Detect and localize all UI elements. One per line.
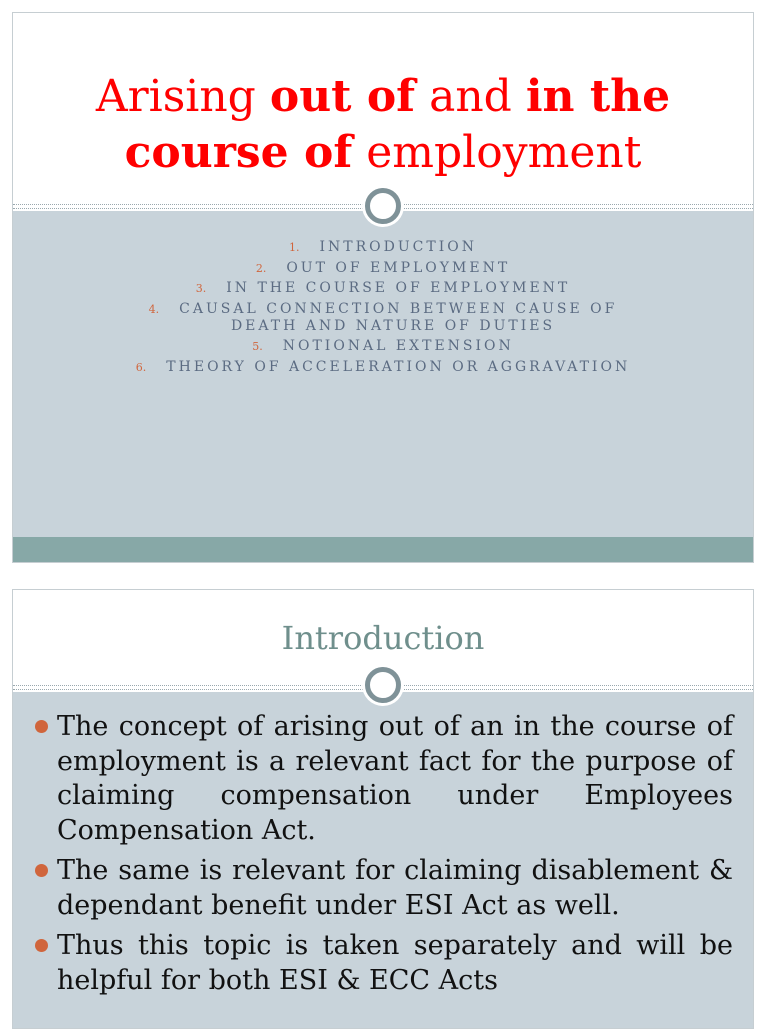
- toc-number: 5.: [252, 340, 263, 353]
- slide-title: [13, 69, 753, 181]
- bullet-text: Thus this topic is taken separately and will be helpful for both ESI & ECC Acts: [57, 930, 733, 996]
- slide-1: [12, 12, 754, 563]
- toc-number: 1.: [289, 241, 300, 254]
- title-part: out of: [269, 71, 416, 122]
- title-part: course of: [124, 127, 353, 178]
- slide-2: [12, 589, 754, 1029]
- toc-label: NOTIONAL EXTENSION: [282, 338, 514, 354]
- slide-title: Introduction: [281, 619, 485, 657]
- toc-number: 2.: [255, 261, 267, 275]
- footer-band: [13, 537, 753, 563]
- toc-item: [13, 338, 753, 355]
- bullet-text: The same is relevant for claiming disablement & dependant benefit under ESI Act as well.: [57, 855, 733, 921]
- ring-ornament-icon: [365, 188, 401, 224]
- title-part: Arising: [95, 71, 270, 122]
- toc-item: [13, 301, 753, 335]
- bullet-dot-icon: [35, 864, 48, 877]
- toc-item: [13, 260, 753, 277]
- title-part: and: [415, 71, 526, 122]
- bullet-list: [33, 710, 733, 1004]
- toc-item: [13, 359, 753, 376]
- title-part: employment: [352, 127, 642, 178]
- toc-label: THEORY OF ACCELERATION OR AGGRAVATION: [166, 358, 631, 375]
- bullet-dot-icon: [35, 720, 48, 733]
- toc-item: [13, 239, 753, 256]
- bullet-item: [33, 929, 733, 998]
- toc-label: INTRODUCTION: [319, 239, 477, 255]
- bullet-item: [33, 854, 733, 923]
- title-area: [13, 13, 753, 205]
- ring-ornament-icon: [365, 667, 401, 703]
- bullet-text: The concept of arising out of an in the course of employment is a relevant fact for the purpose of claiming compensation under Employees Compensation Act.: [57, 711, 733, 846]
- toc-item: [13, 280, 753, 297]
- toc-label: CAUSAL CONNECTION BETWEEN CAUSE OF: [179, 300, 618, 317]
- toc-label: OUT OF EMPLOYMENT: [286, 259, 511, 276]
- toc-number: 3.: [195, 282, 207, 295]
- toc-label: IN THE COURSE OF EMPLOYMENT: [226, 280, 571, 296]
- toc-number: 4.: [148, 302, 160, 316]
- title-part: in the: [525, 71, 671, 122]
- table-of-contents: [13, 239, 753, 379]
- toc-number: 6.: [135, 360, 147, 374]
- bullet-dot-icon: [35, 939, 48, 952]
- bullet-item: [33, 710, 733, 848]
- toc-label-continued: DEATH AND NATURE OF DUTIES: [230, 317, 556, 334]
